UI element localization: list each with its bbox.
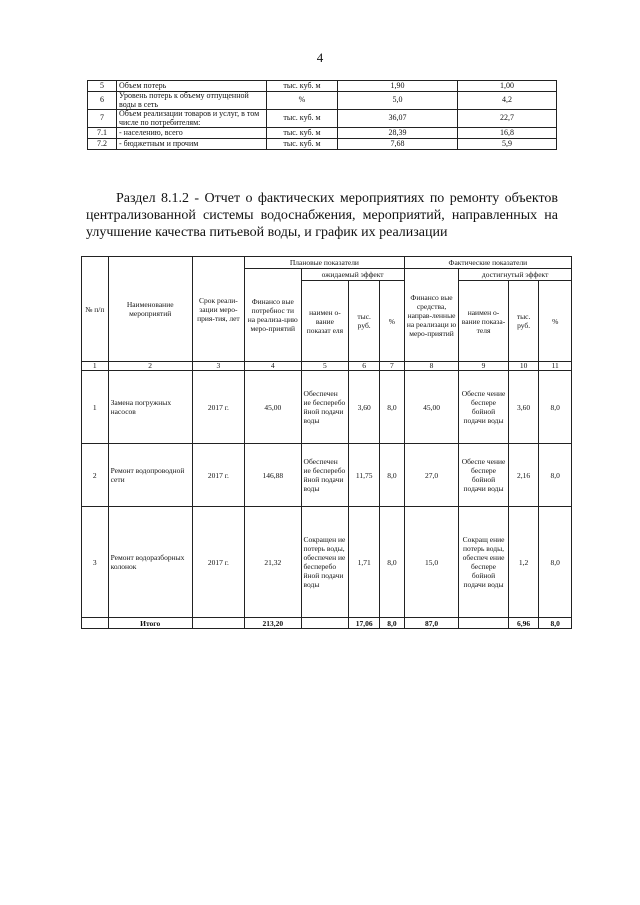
total-empty — [192, 618, 244, 629]
total-plan-finance: 213,20 — [245, 618, 302, 629]
fact-finance: 15,0 — [404, 507, 459, 618]
measure-name: Замена погружных насосов — [108, 371, 192, 444]
table-row — [88, 92, 557, 110]
header-ach-pct: % — [539, 281, 572, 362]
section-heading: Раздел 8.1.2 - Отчет о фактических мероприятиях по ремонту объектов централизованной системы водоснабжения, мероприятий, направленных на улучшение качества питьевой воды, и график их реализации — [86, 191, 558, 240]
total-empty — [459, 618, 508, 629]
measure-term: 2017 г. — [192, 371, 244, 444]
column-number: 4 — [245, 362, 302, 371]
row-name: Объем реализации товаров и услуг, в том числе по потребителям: — [117, 110, 267, 128]
achieved-pct: 8,0 — [539, 371, 572, 444]
total-label: Итого — [108, 618, 192, 629]
fact-finance: 27,0 — [404, 444, 459, 507]
column-number: 2 — [108, 362, 192, 371]
table-row — [88, 139, 557, 150]
row-value-fact: 22,7 — [458, 110, 557, 128]
column-number: 5 — [301, 362, 349, 371]
column-number: 11 — [539, 362, 572, 371]
total-exp-rub: 17,06 — [349, 618, 380, 629]
header-plan-finance: Финансо вые потребнос ти на реализа-цию меро-приятий — [245, 269, 302, 362]
measure-row — [82, 371, 572, 444]
measure-number: 2 — [82, 444, 109, 507]
row-unit: % — [267, 92, 338, 110]
measure-row — [82, 444, 572, 507]
achieved-indicator: Обеспе чение беспере бойной подачи воды — [459, 371, 508, 444]
total-empty — [301, 618, 349, 629]
column-numbers-row — [82, 362, 572, 371]
column-number: 8 — [404, 362, 459, 371]
row-value-fact: 16,8 — [458, 128, 557, 139]
header-achieved: достигнутый эффект — [459, 269, 572, 281]
achieved-rub: 3,60 — [508, 371, 539, 444]
achieved-rub: 2,16 — [508, 444, 539, 507]
measure-row — [82, 507, 572, 618]
plan-finance: 45,00 — [245, 371, 302, 444]
expected-indicator: Обеспечен ие бесперебо йной подачи воды — [301, 444, 349, 507]
total-ach-pct: 8,0 — [539, 618, 572, 629]
table-row — [88, 128, 557, 139]
row-value-plan: 7,68 — [338, 139, 458, 150]
header-expected: ожидаемый эффект — [301, 269, 404, 281]
achieved-indicator: Сокращ ение потерь воды, обеспеч ение беспере бойной подачи воды — [459, 507, 508, 618]
row-name: - бюджетным и прочим — [117, 139, 267, 150]
total-row — [82, 618, 572, 629]
page-number: 4 — [316, 50, 324, 65]
measure-number: 3 — [82, 507, 109, 618]
row-number: 7 — [88, 110, 117, 128]
row-value-plan: 5,0 — [338, 92, 458, 110]
measure-term: 2017 г. — [192, 507, 244, 618]
measures-table — [81, 256, 572, 629]
expected-indicator: Сокращен ие потерь воды, обеспечен ие бесперебо йной подачи воды — [301, 507, 349, 618]
header-ach-name: наимен о-вание показа-теля — [459, 281, 508, 362]
header-fact-finance: Финансо вые средства, направ-ленные на реализаци ю меро-приятий — [404, 269, 459, 362]
row-unit: тыс. куб. м — [267, 81, 338, 92]
measure-name: Ремонт водоразборных колонок — [108, 507, 192, 618]
expected-rub: 3,60 — [349, 371, 380, 444]
row-unit: тыс. куб. м — [267, 139, 338, 150]
row-value-plan: 1,90 — [338, 81, 458, 92]
header-num: № п/п — [82, 257, 109, 362]
plan-finance: 146,88 — [245, 444, 302, 507]
row-name: Уровень потерь к объему отпущенной воды в сеть — [117, 92, 267, 110]
row-name: - населению, всего — [117, 128, 267, 139]
achieved-pct: 8,0 — [539, 507, 572, 618]
header-exp-pct: % — [380, 281, 405, 362]
plan-finance: 21,32 — [245, 507, 302, 618]
header-exp-rub: тыс. руб. — [349, 281, 380, 362]
row-number: 7.2 — [88, 139, 117, 150]
achieved-pct: 8,0 — [539, 444, 572, 507]
header-name: Наименование мероприятий — [108, 257, 192, 362]
achieved-indicator: Обеспе чение беспере бойной подачи воды — [459, 444, 508, 507]
row-number: 5 — [88, 81, 117, 92]
row-value-plan: 36,07 — [338, 110, 458, 128]
expected-indicator: Обеспечен ие бесперебо йной подачи воды — [301, 371, 349, 444]
table-row — [88, 110, 557, 128]
column-number: 3 — [192, 362, 244, 371]
row-unit: тыс. куб. м — [267, 110, 338, 128]
measure-term: 2017 г. — [192, 444, 244, 507]
row-value-fact: 1,00 — [458, 81, 557, 92]
row-number: 6 — [88, 92, 117, 110]
expected-rub: 1,71 — [349, 507, 380, 618]
row-unit: тыс. куб. м — [267, 128, 338, 139]
row-value-fact: 4,2 — [458, 92, 557, 110]
row-name: Объем потерь — [117, 81, 267, 92]
column-number: 10 — [508, 362, 539, 371]
total-fact-finance: 87,0 — [404, 618, 459, 629]
column-number: 6 — [349, 362, 380, 371]
column-number: 9 — [459, 362, 508, 371]
expected-pct: 8,0 — [380, 371, 405, 444]
losses-table — [87, 80, 557, 150]
column-number: 7 — [380, 362, 405, 371]
total-exp-pct: 8,0 — [380, 618, 405, 629]
header-ach-rub: тыс. руб. — [508, 281, 539, 362]
achieved-rub: 1,2 — [508, 507, 539, 618]
header-actual: Фактические показатели — [404, 257, 571, 269]
fact-finance: 45,00 — [404, 371, 459, 444]
table-row — [88, 81, 557, 92]
row-value-plan: 28,39 — [338, 128, 458, 139]
expected-pct: 8,0 — [380, 444, 405, 507]
header-term: Срок реали-зации меро-прия-тия, лет — [192, 257, 244, 362]
row-value-fact: 5,9 — [458, 139, 557, 150]
header-exp-name: наимен о-вание показат еля — [301, 281, 349, 362]
row-number: 7.1 — [88, 128, 117, 139]
measure-name: Ремонт водопроводной сети — [108, 444, 192, 507]
measure-number: 1 — [82, 371, 109, 444]
expected-rub: 11,75 — [349, 444, 380, 507]
total-ach-rub: 6,96 — [508, 618, 539, 629]
header-planned: Плановые показатели — [245, 257, 405, 269]
column-number: 1 — [82, 362, 109, 371]
total-empty — [82, 618, 109, 629]
expected-pct: 8,0 — [380, 507, 405, 618]
